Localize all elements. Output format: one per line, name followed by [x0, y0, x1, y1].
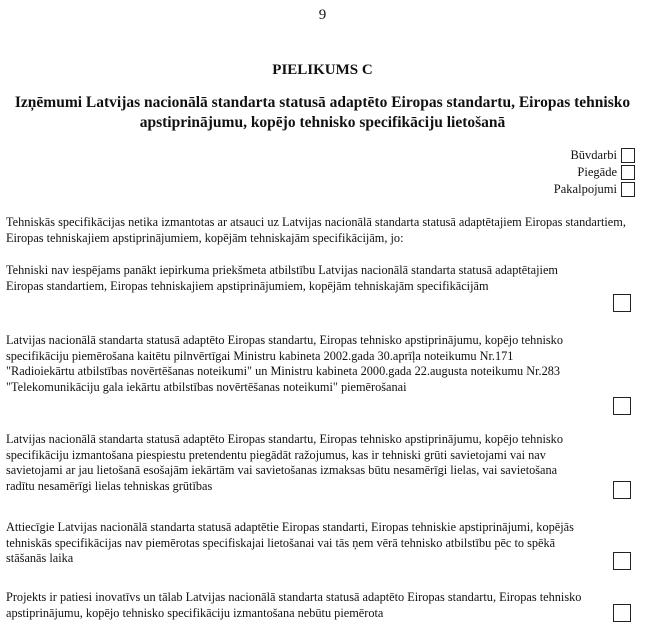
option-checkbox[interactable]: [621, 182, 635, 197]
intro-paragraph: Tehniskās specifikācijas netika izmantotas ar atsauci uz Latvijas nacionālā standarta statusā adaptētajiem Eiropas standartiem, Eiropas tehniskajiem apstiprinājumiem, kopējām tehniskajām specifikācijām, jo:: [6, 215, 626, 245]
reason-checkbox-5[interactable]: [613, 604, 631, 622]
reason-checkbox-1[interactable]: [613, 294, 631, 312]
reason-item-4: Attiecīgie Latvijas nacionālā standarta statusā adaptētie Eiropas standarti, Eiropas tehniskie apstiprinājumi, kopējās tehniskās specifikācijas nav piemērotas specifiskajai lietošanai vai tās ņem vērā tehnisko atbilstību pēc to spēkā stāšanās laika: [6, 520, 574, 565]
reason-checkbox-3[interactable]: [613, 481, 631, 499]
reason-checkbox-2[interactable]: [613, 397, 631, 415]
option-label: Būvdarbi: [570, 147, 617, 162]
reason-item-5: Projekts ir patiesi inovatīvs un tālab Latvijas nacionālā standarta statusā adaptēto Eiropas standartu, Eiropas tehnisko apstiprinājumu, kopējo tehnisko specifikāciju izmantošana nebūtu piemērota: [6, 590, 582, 620]
option-piegade: [577, 163, 635, 181]
option-label: Piegāde: [577, 164, 617, 179]
option-label: Pakalpojumi: [553, 181, 617, 196]
page-number: 9: [318, 7, 327, 23]
option-pakalpojumi: [554, 180, 635, 198]
option-checkbox[interactable]: [621, 148, 635, 163]
reason-checkbox-4[interactable]: [613, 552, 631, 570]
annex-title: PIELIKUMS C: [272, 62, 373, 78]
reason-item-3: Latvijas nacionālā standarta statusā adaptēto Eiropas standartu, Eiropas tehnisko apstiprinājumu, kopējo tehnisko specifikāciju izmantošana piespiestu pretendentu piegādāt ražojumus, kas ir tehniski grūti savietojami vai nav savietojami ar jau lietošanā esošajām iekārtām vai savietošanas izmaksas būtu nesamērīgi lielas, vai savietošana radītu nesamērīgi lielas tehniskas grūtības: [6, 432, 563, 493]
reason-item-2: Latvijas nacionālā standarta statusā adaptēto Eiropas standartu, Eiropas tehnisko apstiprinājumu, kopējo tehnisko specifikāciju piemērošana kaitētu pilnvērtīgai Ministru kabineta 2002.gada 30.aprīļa noteikumu Nr.171 "Radioiekārtu atbilstības novērtēšanas noteikumi" un Ministru kabineta 2000.gada 22.augusta noteikumu Nr.283 "Telekomunikāciju gala iekārtu atbilstības novērtēšanas noteikumi" piemērošanai: [6, 333, 563, 394]
option-checkbox[interactable]: [621, 165, 635, 180]
main-title: Izņēmumi Latvijas nacionālā standarta statusā adaptēto Eiropas standartu, Eiropas tehnisko apstiprinājumu, kopējo tehnisko specifikāciju lietošanā: [14, 94, 631, 131]
reason-item-1: Tehniski nav iespējams panākt iepirkuma priekšmeta atbilstību Latvijas nacionālā standarta statusā adaptētajiem Eiropas standartiem, Eiropas tehniskajiem apstiprinājumiem, kopējām tehniskajām specifikācijām: [6, 263, 558, 293]
option-buvdarbi: [570, 146, 635, 164]
